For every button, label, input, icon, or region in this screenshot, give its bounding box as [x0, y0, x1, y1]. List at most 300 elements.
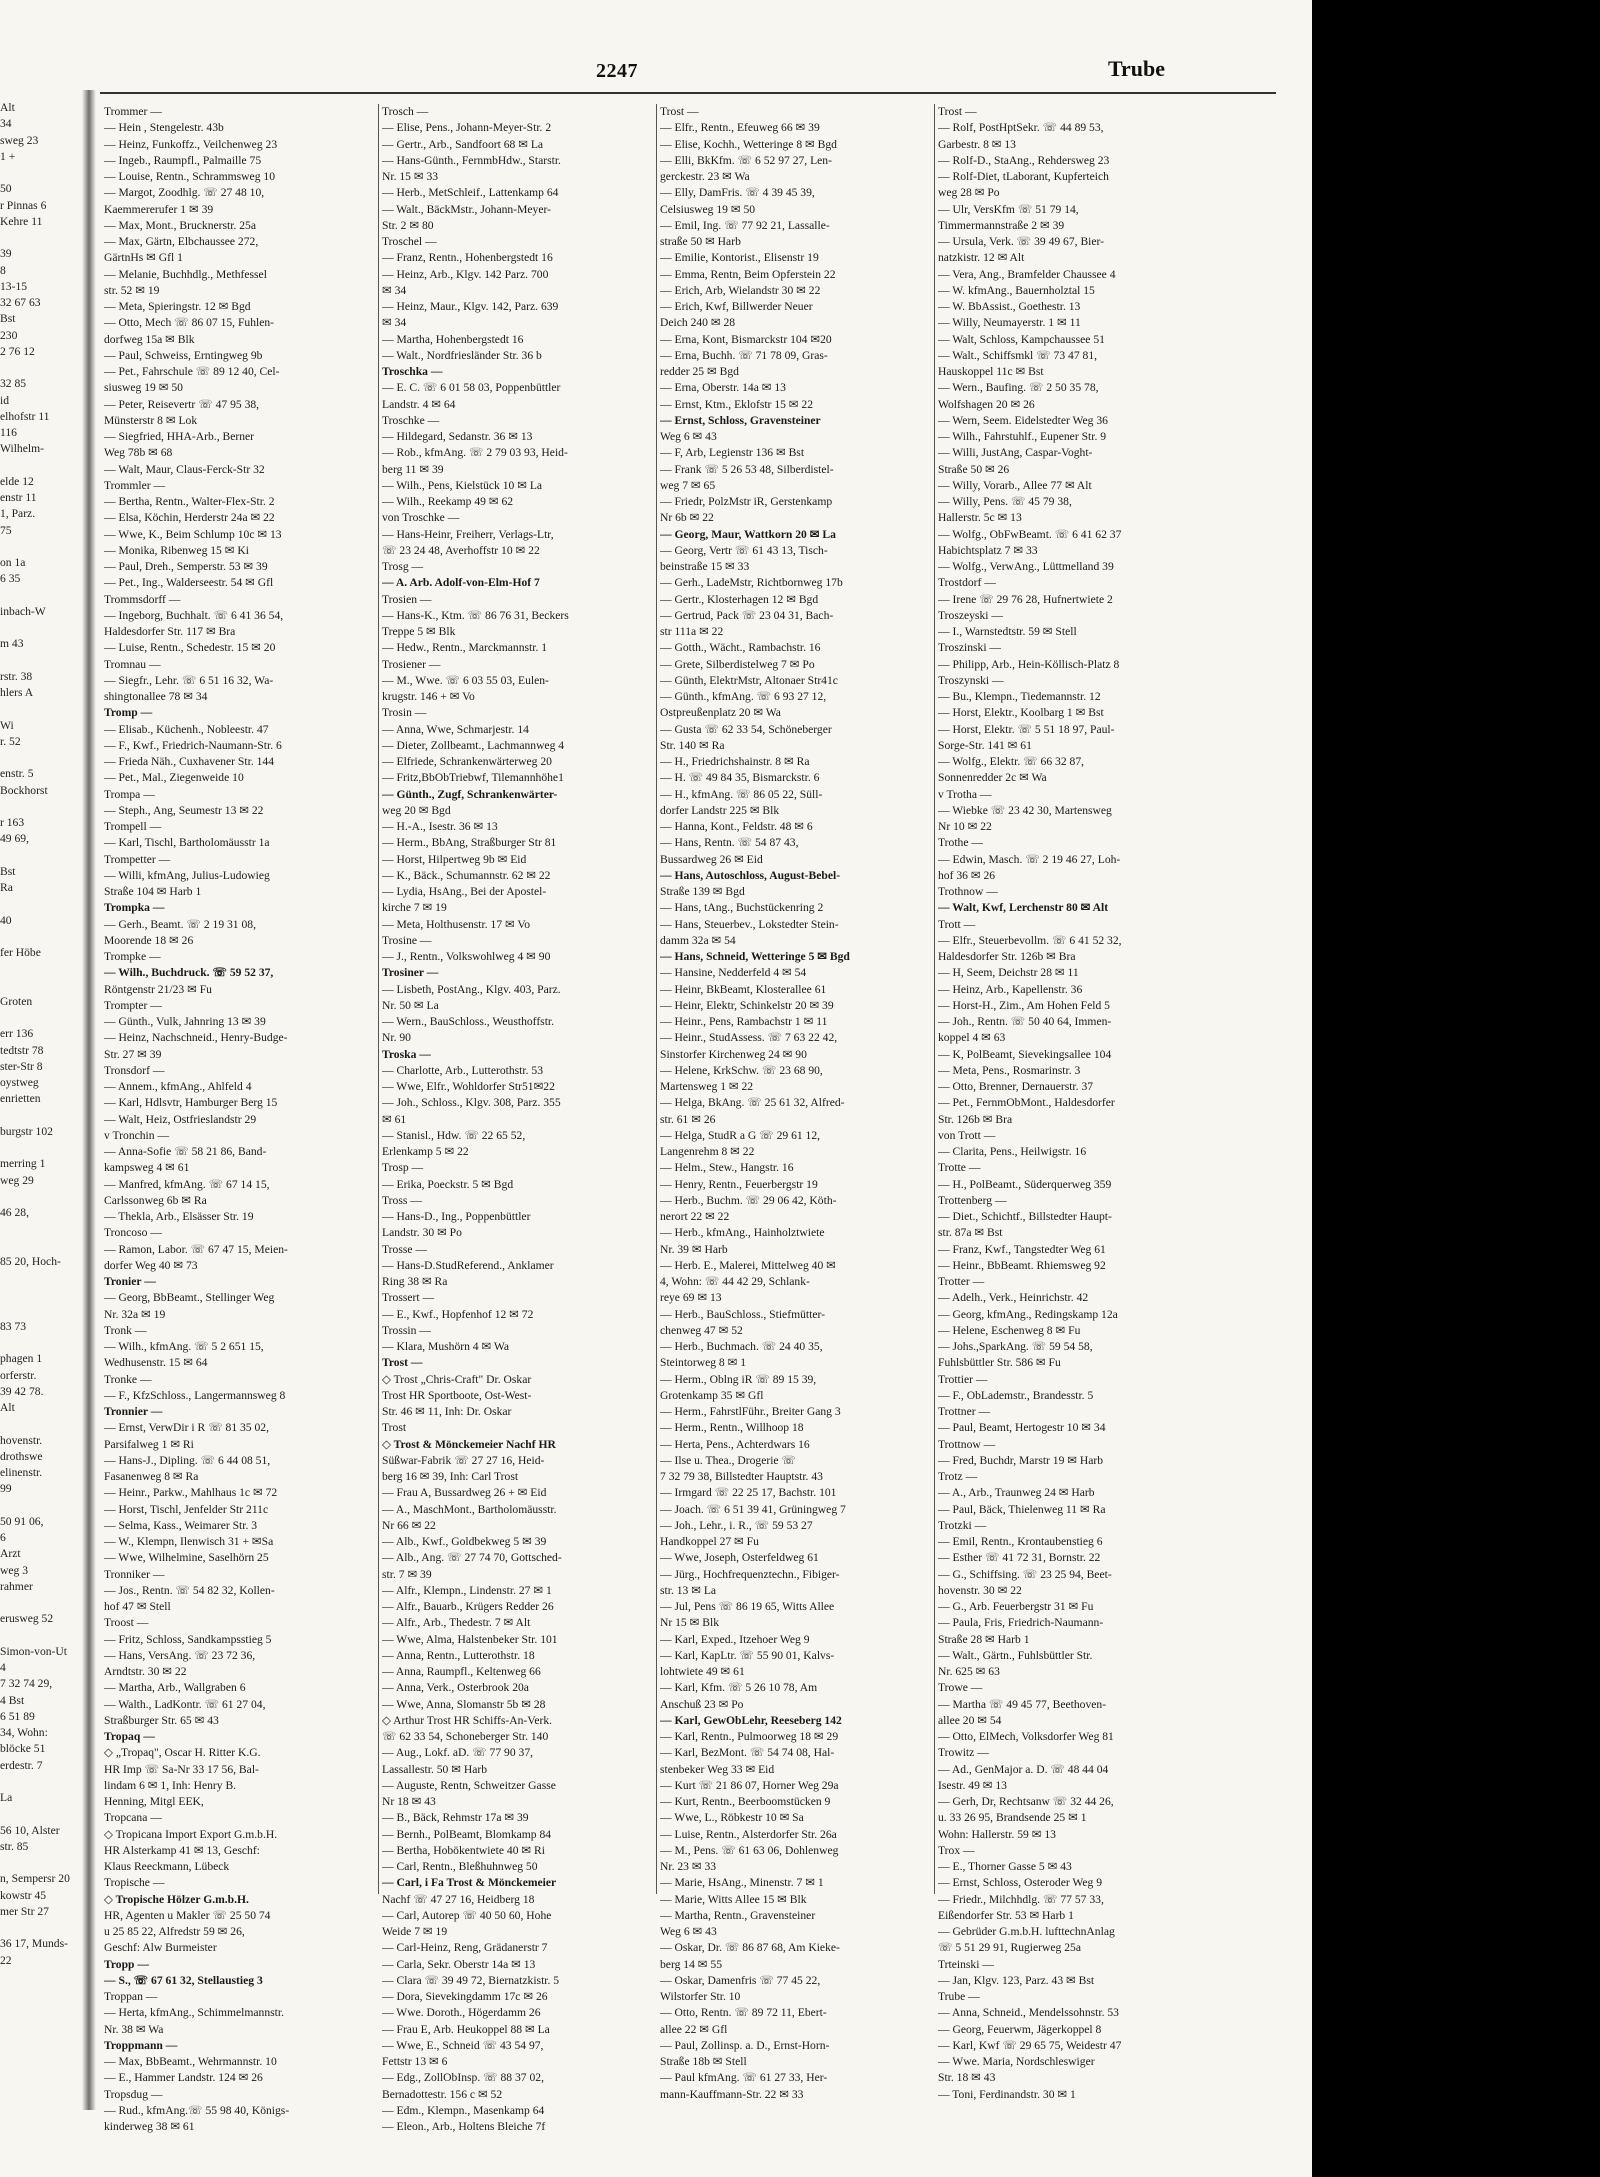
- fragment-line: ster-Str 8: [0, 1059, 43, 1073]
- directory-entry-line: — Oskar, Dr. ☏ 86 87 68, Am Kieke-: [660, 1941, 840, 1955]
- directory-entry-line: Erlenkamp 5 ✉ 22: [382, 1145, 469, 1158]
- directory-entry-line: — Gertrud, Pack ☏ 23 04 31, Bach-: [660, 608, 834, 622]
- directory-entry-line: — Hans-Günth., FernmbHdw., Starstr.: [382, 153, 561, 167]
- directory-entry-line: Straße 50 ✉ 26: [938, 462, 1010, 476]
- directory-entry-line: — Carl, Rentn., Bleßhuhnweg 50: [382, 1860, 538, 1873]
- fragment-line: Simon-von-Ut: [0, 1644, 67, 1658]
- directory-entry-line: Trosch —: [382, 105, 429, 118]
- directory-entry-line: Trompke —: [104, 950, 161, 963]
- directory-entry-line: — Pet., Ing., Walderseestr. 54 ✉ Gfl: [104, 576, 274, 590]
- directory-entry-line: — Toni, Ferdinandstr. 30 ✉ 1: [938, 2087, 1076, 2101]
- directory-entry-line: natzkistr. 12 ✉ Alt: [938, 251, 1025, 265]
- directory-entry-line: — Lisbeth, PostAng., Klgv. 403, Parz.: [382, 982, 561, 996]
- fragment-line: weg 3: [0, 1563, 29, 1577]
- directory-column-3: [660, 104, 932, 2103]
- directory-entry-line: Tropp —: [104, 1957, 149, 1971]
- directory-entry-line: — B., Bäck, Rehmstr 17a ✉ 39: [382, 1811, 529, 1825]
- directory-entry-line: — Ernst, Schloss, Gravensteiner: [660, 413, 821, 427]
- directory-entry-line: — E., Hammer Landstr. 124 ✉ 26: [104, 2071, 263, 2085]
- directory-entry-line: — Joh., Lehr., i. R., ☏ 59 53 27: [660, 1518, 813, 1532]
- fragment-line: elde 12: [0, 474, 34, 488]
- directory-entry-line: — Lydia, HsAng., Bei der Apostel-: [382, 885, 547, 898]
- directory-entry-line: — Alb., Kwf., Goldbekweg 5 ✉ 39: [382, 1535, 547, 1548]
- fragment-line: 40: [0, 913, 12, 927]
- directory-entry-line: — Elly, DamFris. ☏ 4 39 45 39,: [660, 186, 815, 200]
- fragment-line: id: [0, 393, 10, 407]
- column-divider: [934, 104, 935, 1894]
- directory-entry-line: — Heinz, Arb., Kapellenstr. 36: [938, 982, 1083, 996]
- directory-entry-line: Tropcana —: [104, 1811, 162, 1825]
- directory-entry-line: — Heinz, Maur., Klgv. 142, Parz. 639: [382, 300, 559, 313]
- directory-entry-line: — Johs.,SparkAng. ☏ 59 54 58,: [938, 1340, 1093, 1353]
- directory-entry-line: chenweg 47 ✉ 52: [660, 1323, 743, 1337]
- directory-entry-line: ◇ Tropicana Import Export G.m.b.H.: [104, 1827, 278, 1841]
- directory-entry-line: Straße 139 ✉ Bgd: [660, 885, 745, 898]
- directory-entry-line: Anschuß 23 ✉ Po: [660, 1697, 744, 1711]
- directory-entry-line: Nr. 23 ✉ 33: [660, 1860, 717, 1873]
- directory-entry-line: Fuhlsbüttler Str. 586 ✉ Fu: [938, 1356, 1061, 1370]
- directory-entry-line: — Walt., Schiffsmkl ☏ 73 47 81,: [938, 348, 1098, 362]
- directory-entry-line: — Wwe, Wilhelmine, Saselhörn 25: [104, 1551, 269, 1565]
- directory-entry-line: Straße 28 ✉ Harb 1: [938, 1632, 1030, 1646]
- directory-entry-line: — Emil, Ing. ☏ 77 92 21, Lassalle-: [660, 218, 830, 232]
- directory-entry-line: — Willi, kfmAng, Julius-Ludowieg: [104, 868, 270, 882]
- fragment-line: 49 69,: [0, 832, 29, 846]
- directory-entry-line: — S., ☏ 67 61 32, Stellaustieg 3: [104, 1973, 263, 1987]
- fragment-line: orferstr.: [0, 1368, 37, 1382]
- directory-entry-line: — Irmgard ☏ 22 25 17, Bachstr. 101: [660, 1486, 837, 1500]
- directory-entry-line: — Helene, KrkSchw. ☏ 23 68 90,: [660, 1063, 823, 1077]
- directory-entry-line: — Marie, HsAng., Minenstr. 7 ✉ 1: [660, 1876, 824, 1890]
- directory-entry-line: — Heinr, Elektr, Schinkelstr 20 ✉ 39: [660, 998, 834, 1012]
- fragment-line: 34, Wohn:: [0, 1726, 48, 1739]
- directory-entry-line: — Anna, Schneid., Mendelssohnstr. 53: [938, 2006, 1119, 2020]
- directory-entry-line: — Horst-H., Zim., Am Hohen Feld 5: [938, 998, 1110, 1012]
- directory-entry-line: Trteinski —: [938, 1957, 994, 1971]
- directory-entry-line: — Martha ☏ 49 45 77, Beethoven-: [938, 1697, 1107, 1711]
- directory-entry-line: Bernadottestr. 156 c ✉ 52: [382, 2087, 503, 2101]
- directory-entry-line: str. 7 ✉ 39: [382, 1567, 432, 1581]
- directory-entry-line: — Bertha, Hobökentwiete 40 ✉ Ri: [382, 1843, 545, 1857]
- directory-entry-line: — Hans-J., Dipling. ☏ 6 44 08 51,: [104, 1453, 271, 1467]
- fragment-line: merring 1: [0, 1157, 46, 1171]
- directory-entry-line: — Willy, Vorarb., Allee 77 ✉ Alt: [938, 478, 1092, 492]
- directory-entry-line: Tromp —: [104, 706, 153, 720]
- directory-entry-line: Troska —: [382, 1047, 431, 1061]
- directory-entry-line: Nr 66 ✉ 22: [382, 1518, 436, 1532]
- fragment-line: Bst: [0, 864, 16, 878]
- directory-entry-line: — Paul, Schweiss, Erntingweg 9b: [104, 348, 263, 362]
- directory-entry-line: Nr 10 ✉ 22: [938, 820, 992, 833]
- directory-entry-line: ◇ „Tropaq", Oscar H. Ritter K.G.: [104, 1746, 261, 1760]
- fragment-line: n, Sempersr 20: [0, 1872, 70, 1886]
- directory-entry-line: str. 52 ✉ 19: [104, 283, 160, 297]
- directory-entry-line: — Heinr., StudAssess. ☏ 7 63 22 42,: [660, 1031, 838, 1045]
- fragment-line: 34: [0, 117, 12, 131]
- directory-entry-line: — Ulr, VersKfm ☏ 51 79 14,: [938, 202, 1079, 216]
- directory-entry-line: — Anna, Verk., Osterbrook 20a: [382, 1681, 529, 1695]
- directory-entry-line: — Hans-D., Ing., Poppenbüttler: [382, 1210, 531, 1223]
- directory-entry-line: — E. C. ☏ 6 01 58 03, Poppenbüttler: [382, 381, 561, 395]
- directory-entry-line: shingtonallee 78 ✉ 34: [104, 690, 208, 703]
- directory-entry-line: — Hans, Rentn. ☏ 54 87 43,: [660, 836, 799, 850]
- fragment-line: phagen 1: [0, 1352, 43, 1366]
- fragment-line: mer Str 27: [0, 1904, 49, 1918]
- directory-entry-line: Treppe 5 ✉ Blk: [382, 625, 456, 638]
- fragment-line: 1, Parz.: [0, 507, 36, 521]
- directory-entry-line: Troschke —: [382, 413, 440, 427]
- directory-entry-line: — Elfr., Rentn., Efeuweg 66 ✉ 39: [660, 121, 820, 135]
- directory-entry-line: — Edwin, Masch. ☏ 2 19 46 27, Loh-: [938, 852, 1121, 866]
- directory-entry-line: — Wolfg., VerwAng., Lüttmelland 39: [938, 560, 1114, 573]
- directory-entry-line: — Fred, Buchdr, Marstr 19 ✉ Harb: [938, 1453, 1104, 1467]
- directory-entry-line: Moorende 18 ✉ 26: [104, 933, 194, 947]
- directory-entry-line: — Günth, ElektrMstr, Altonaer Str41c: [660, 673, 838, 687]
- directory-column-4: [938, 104, 1210, 2103]
- fragment-line: 46 28,: [0, 1206, 29, 1219]
- directory-entry-line: — Hedw., Rentn., Marckmannstr. 1: [382, 641, 548, 655]
- fragment-line: fer Höbe: [0, 946, 41, 959]
- directory-entry-line: Trost —: [382, 1356, 423, 1370]
- directory-entry-line: nerort 22 ✉ 22: [660, 1210, 730, 1223]
- directory-entry-line: ✉ 34: [382, 283, 407, 297]
- directory-entry-line: Trube —: [938, 1990, 980, 2003]
- running-head: Trube: [1108, 56, 1166, 81]
- directory-column-2: [382, 104, 654, 2135]
- directory-entry-line: — H, Seem, Deichstr 28 ✉ 11: [938, 966, 1079, 980]
- directory-entry-line: — Kurt, Rentn., Beerboomstücken 9: [660, 1795, 831, 1808]
- directory-entry-line: — Gerh., LadeMstr, Richtbornweg 17b: [660, 576, 843, 590]
- directory-entry-line: Trottner —: [938, 1405, 991, 1418]
- directory-entry-line: Garbestr. 8 ✉ 13: [938, 137, 1016, 151]
- directory-entry-line: — Auguste, Rentn, Schweitzer Gasse: [382, 1778, 556, 1792]
- directory-entry-line: Henning, Mitgl EEK,: [104, 1795, 204, 1808]
- fragment-line: 8: [0, 263, 6, 277]
- directory-entry-line: Trottenberg —: [938, 1193, 1007, 1207]
- directory-entry-line: — Herm., FahrstlFühr., Breiter Gang 3: [660, 1405, 841, 1418]
- directory-entry-line: — Otto, Rentn. ☏ 89 72 11, Ebert-: [660, 2006, 827, 2020]
- directory-entry-line: Nr. 39 ✉ Harb: [660, 1242, 728, 1256]
- directory-entry-line: — Herta, kfmAng., Schimmelmannstr.: [104, 2006, 284, 2020]
- directory-entry-line: — Hans-Heinr, Freiherr, Verlags-Ltr,: [382, 527, 554, 541]
- directory-entry-line: — Irene ☏ 29 76 28, Hufnertwiete 2: [938, 592, 1113, 606]
- directory-entry-line: — Frau E, Arb. Heukoppel 88 ✉ La: [382, 2022, 550, 2036]
- directory-entry-line: — Rob., kfmAng. ☏ 2 79 03 93, Heid-: [382, 446, 568, 460]
- directory-entry-line: — Herm., BbAng, Straßburger Str 81: [382, 836, 557, 850]
- directory-entry-line: — Hansine, Nedderfeld 4 ✉ 54: [660, 966, 807, 980]
- directory-entry-line: Trotter —: [938, 1275, 985, 1288]
- directory-entry-line: — Ursula, Verk. ☏ 39 49 67, Bier-: [938, 235, 1105, 248]
- directory-entry-line: Nachf ☏ 47 27 16, Heidberg 18: [382, 1892, 535, 1906]
- fragment-line: tedtstr 78: [0, 1043, 44, 1057]
- directory-entry-line: — Gertr., Klosterhagen 12 ✉ Bgd: [660, 592, 819, 606]
- directory-entry-line: Tronnier —: [104, 1405, 163, 1418]
- directory-entry-line: ☏ 5 51 29 91, Rugierweg 25a: [938, 1941, 1081, 1955]
- fragment-line: 83 73: [0, 1319, 27, 1333]
- directory-entry-line: mann-Kauffmann-Str. 22 ✉ 33: [660, 2087, 804, 2101]
- directory-entry-line: — Walt., Nordfriesländer Str. 36 b: [382, 348, 542, 362]
- directory-entry-line: — H., kfmAng. ☏ 86 05 22, Süll-: [660, 787, 823, 801]
- directory-entry-line: Trost: [382, 1421, 407, 1435]
- directory-entry-line: — Paul, Dreh., Semperstr. 53 ✉ 39: [104, 560, 268, 573]
- directory-entry-line: — Oskar, Damenfris ☏ 77 45 22,: [660, 1973, 821, 1987]
- directory-entry-line: — Wern, Seem. Eidelstedter Weg 36: [938, 413, 1108, 427]
- directory-entry-line: — Wern., Baufing. ☏ 2 50 35 78,: [938, 381, 1099, 395]
- directory-entry-line: — Wwe, L., Röbkestr 10 ✉ Sa: [660, 1811, 804, 1825]
- directory-entry-line: — Walt, Kwf, Lerchenstr 80 ✉ Alt: [938, 901, 1109, 915]
- directory-entry-line: — Willy, Neumayerstr. 1 ✉ 11: [938, 316, 1081, 330]
- directory-entry-line: — Martha, Rentn., Gravensteiner: [660, 1908, 816, 1922]
- directory-entry-line: Wedhusenstr. 15 ✉ 64: [104, 1356, 208, 1370]
- directory-entry-line: Trothe —: [938, 836, 983, 850]
- fragment-line: 6 35: [0, 572, 21, 586]
- directory-entry-line: — Karl, KapLtr. ☏ 55 90 01, Kalvs-: [660, 1648, 835, 1662]
- directory-entry-line: Steintorweg 8 ✉ 1: [660, 1356, 747, 1370]
- directory-entry-line: — F, Arb, Legienstr 136 ✉ Bst: [660, 446, 805, 460]
- directory-entry-line: Trowe —: [938, 1681, 983, 1695]
- directory-entry-line: Str. 126b ✉ Bra: [938, 1112, 1013, 1126]
- directory-entry-line: — Wwe, Joseph, Osterfeldweg 61: [660, 1551, 819, 1565]
- directory-entry-line: Tropaq —: [104, 1730, 155, 1743]
- fragment-line: enrietten: [0, 1092, 41, 1106]
- directory-entry-line: — Walt, Schloss, Kampchaussee 51: [938, 332, 1105, 346]
- directory-entry-line: — Ernst, Ktm., Eklofstr 15 ✉ 22: [660, 397, 814, 411]
- directory-entry-line: — Horst, Tischl, Jenfelder Str 211c: [104, 1502, 269, 1516]
- directory-entry-line: ◇ Trost & Mönckemeier Nachf HR: [382, 1437, 556, 1451]
- directory-entry-line: Trowitz —: [938, 1746, 989, 1760]
- directory-entry-line: — Alfr., Bauarb., Krügers Redder 26: [382, 1600, 554, 1613]
- directory-entry-line: Weg 6 ✉ 43: [660, 430, 717, 443]
- directory-entry-line: Trostdorf —: [938, 576, 996, 590]
- fragment-line: 6 51 89: [0, 1709, 35, 1723]
- directory-entry-line: von Troschke —: [382, 511, 460, 525]
- fragment-line: 36 17, Munds-: [0, 1937, 68, 1951]
- fragment-line: 2 76 12: [0, 344, 35, 358]
- directory-entry-line: — Frank ☏ 5 26 53 48, Silberdistel-: [660, 462, 834, 476]
- directory-entry-line: Tronke —: [104, 1372, 152, 1386]
- directory-entry-line: — Wiebke ☏ 23 42 30, Martensweg: [938, 803, 1112, 817]
- directory-entry-line: — Carl, i Fa Trost & Mönckemeier: [382, 1876, 557, 1890]
- directory-entry-line: Nr. 50 ✉ La: [382, 998, 439, 1012]
- directory-entry-line: — Selma, Kass., Weimarer Str. 3: [104, 1518, 258, 1532]
- directory-entry-line: — Karl, Hdlsvtr, Hamburger Berg 15: [104, 1096, 278, 1110]
- directory-entry-line: — Ad., GenMajor a. D. ☏ 48 44 04: [938, 1762, 1109, 1776]
- directory-entry-line: — Klara, Mushörn 4 ✉ Wa: [382, 1340, 510, 1353]
- directory-entry-line: lohtwiete 49 ✉ 61: [660, 1665, 745, 1678]
- directory-entry-line: — Margot, Zoodhlg. ☏ 27 48 10,: [104, 186, 265, 200]
- directory-entry-line: — Hein , Stengelestr. 43b: [104, 121, 224, 135]
- directory-entry-line: Wolfshagen 20 ✉ 26: [938, 397, 1035, 411]
- directory-entry-line: — Heinr, BkBeamt, Klosterallee 61: [660, 982, 827, 996]
- directory-entry-line: — Heinr., Pens, Rambachstr 1 ✉ 11: [660, 1015, 828, 1028]
- directory-entry-line: Straße 104 ✉ Harb 1: [104, 885, 202, 898]
- directory-entry-line: Sorge-Str. 141 ✉ 61: [938, 738, 1032, 752]
- directory-entry-line: — Luise, Rentn., Schedestr. 15 ✉ 20: [104, 641, 276, 655]
- directory-entry-line: — Friedr, PolzMstr iR, Gerstenkamp: [660, 495, 833, 508]
- directory-entry-line: — G., Schiffsing. ☏ 23 25 94, Beet-: [938, 1567, 1112, 1581]
- directory-entry-line: — Bernh., PolBeamt, Blomkamp 84: [382, 1827, 552, 1841]
- directory-entry-line: — Hans, tAng., Buchstückenring 2: [660, 901, 824, 915]
- directory-entry-line: weg 28 ✉ Po: [938, 186, 1000, 200]
- directory-entry-line: — Manfred, kfmAng. ☏ 67 14 15,: [104, 1177, 270, 1191]
- book-gutter: [82, 90, 96, 2110]
- directory-entry-line: — Luise, Rentn., Alsterdorfer Str. 26a: [660, 1827, 837, 1841]
- column-divider: [656, 104, 657, 1894]
- directory-entry-line: hovenstr. 30 ✉ 22: [938, 1583, 1022, 1597]
- directory-entry-line: — F., Kwf., Friedrich-Naumann-Str. 6: [104, 738, 282, 752]
- directory-entry-line: Landstr. 4 ✉ 64: [382, 397, 456, 411]
- fragment-line: enstr. 5: [0, 767, 34, 781]
- directory-entry-line: HR, Agenten u Makler ☏ 25 50 74: [104, 1908, 271, 1922]
- directory-entry-line: — Grete, Silberdistelweg 7 ✉ Po: [660, 657, 815, 671]
- directory-entry-line: — Wwe, E., Schneid ☏ 43 54 97,: [382, 2038, 544, 2052]
- directory-entry-line: — Rud., kfmAng.☏ 55 98 40, Königs-: [104, 2103, 290, 2117]
- directory-entry-line: Straßburger Str. 65 ✉ 43: [104, 1713, 219, 1727]
- page-number: 2247: [596, 60, 638, 82]
- directory-entry-line: — Max, Mont., Brucknerstr. 25a: [104, 218, 256, 232]
- directory-entry-line: — Monika, Ribenweg 15 ✉ Ki: [104, 543, 249, 557]
- directory-entry-line: — Heinr., Parkw., Mahlhaus 1c ✉ 72: [104, 1486, 278, 1500]
- directory-entry-line: — Carl, Autorep ☏ 40 50 60, Hohe: [382, 1908, 552, 1922]
- directory-entry-line: Tronier —: [104, 1275, 156, 1288]
- directory-entry-line: — Edm., Klempn., Masenkamp 64: [382, 2103, 545, 2117]
- directory-entry-line: — H.-A., Isestr. 36 ✉ 13: [382, 820, 498, 833]
- directory-entry-line: Trosiener —: [382, 657, 441, 671]
- directory-entry-line: — Louise, Rentn., Schrammsweg 10: [104, 170, 275, 183]
- directory-entry-line: berg 16 ✉ 39, Inh: Carl Trost: [382, 1470, 519, 1483]
- directory-entry-line: — Horst, Elektr., Koolbarg 1 ✉ Bst: [938, 706, 1104, 720]
- directory-entry-line: — Herb., MetSchleif., Lattenkamp 64: [382, 186, 559, 200]
- directory-entry-line: — Wern., BauSchloss., Weusthoffstr.: [382, 1015, 555, 1028]
- directory-entry-line: Habichtsplatz 7 ✉ 33: [938, 543, 1038, 557]
- directory-entry-line: — Karl, Rentn., Pulmoorweg 18 ✉ 29: [660, 1730, 839, 1743]
- directory-entry-line: — I., Warnstedtstr. 59 ✉ Stell: [938, 625, 1077, 638]
- directory-entry-line: kirche 7 ✉ 19: [382, 901, 447, 915]
- directory-entry-line: — Karl, Kfm. ☏ 5 26 10 78, Am: [660, 1681, 818, 1695]
- fragment-line: Groten: [0, 994, 33, 1008]
- directory-entry-line: — Erna, Buchh. ☏ 71 78 09, Gras-: [660, 348, 828, 362]
- directory-entry-line: — F., ObLademstr., Brandesstr. 5: [938, 1388, 1094, 1402]
- directory-column-1: [104, 104, 376, 2135]
- directory-entry-line: Trommer —: [104, 105, 162, 118]
- directory-entry-line: Parsifalweg 1 ✉ Ri: [104, 1437, 194, 1451]
- directory-entry-line: — Wilh., Fahrstuhlf., Eupener Str. 9: [938, 430, 1107, 443]
- directory-entry-line: — Rolf, PostHptSekr. ☏ 44 89 53,: [938, 121, 1104, 135]
- directory-entry-line: stenbeker Weg 33 ✉ Eid: [660, 1762, 775, 1776]
- directory-entry-line: Martensweg 1 ✉ 22: [660, 1080, 754, 1093]
- directory-entry-line: Trottnow —: [938, 1437, 996, 1451]
- directory-entry-line: dorfer Landstr 225 ✉ Blk: [660, 803, 780, 817]
- directory-entry-line: — Joh., Schloss., Klgv. 308, Parz. 355: [382, 1096, 561, 1110]
- fragment-line: 13-15: [0, 279, 28, 293]
- directory-entry-line: — Wolfg., ObFwBeamt. ☏ 6 41 62 37: [938, 527, 1122, 541]
- fragment-line: 230: [0, 328, 18, 342]
- directory-entry-line: Str. 140 ✉ Ra: [660, 738, 725, 752]
- directory-entry-line: — Heinz, Nachschneid., Henry-Budge-: [104, 1031, 288, 1045]
- directory-entry-line: Deich 240 ✉ 28: [660, 316, 736, 330]
- directory-entry-line: — Willy, Pens. ☏ 45 79 38,: [938, 495, 1072, 508]
- directory-entry-line: siusweg 19 ✉ 50: [104, 381, 183, 395]
- directory-entry-line: Trott —: [938, 917, 976, 931]
- directory-entry-line: — Emma, Rentn, Beim Opferstein 22: [660, 267, 836, 281]
- directory-entry-line: — Peter, Reisevertr ☏ 47 95 38,: [104, 397, 260, 411]
- directory-entry-line: beinstraße 15 ✉ 33: [660, 560, 750, 573]
- directory-entry-line: — Ingeb., Raumpfl., Palmaille 75: [104, 153, 262, 167]
- directory-entry-line: GärtnHs ✉ Gfl 1: [104, 251, 183, 265]
- directory-entry-line: — Frau A, Bussardweg 26 + ✉ Eid: [382, 1486, 547, 1500]
- directory-entry-line: Trox —: [938, 1843, 975, 1857]
- directory-entry-line: Bussardweg 26 ✉ Eid: [660, 852, 763, 866]
- directory-entry-line: Trost —: [938, 105, 977, 118]
- directory-entry-line: Troost —: [104, 1616, 149, 1630]
- fragment-line: hovenstr.: [0, 1433, 43, 1447]
- directory-entry-line: — Emilie, Kontorist., Elisenstr 19: [660, 251, 819, 265]
- directory-entry-line: — Clarita, Pens., Heilwigstr. 16: [938, 1145, 1087, 1158]
- directory-entry-line: Troschel —: [382, 235, 437, 248]
- directory-entry-line: — Wwe, Alma, Halstenbeker Str. 101: [382, 1632, 558, 1646]
- directory-entry-line: HR Alsterkamp 41 ✉ 13, Geschf:: [104, 1843, 260, 1857]
- directory-entry-line: — Otto, ElMech, Volksdorfer Weg 81: [938, 1730, 1114, 1743]
- directory-entry-line: — Frieda Näh., Cuxhavener Str. 144: [104, 755, 275, 768]
- directory-entry-line: Troszinski —: [938, 641, 1002, 655]
- directory-entry-line: Str. 27 ✉ 39: [104, 1047, 162, 1061]
- directory-entry-line: — Karl, Exped., Itzehoer Weg 9: [660, 1632, 810, 1646]
- directory-entry-line: — F., KfzSchloss., Langermannsweg 8: [104, 1388, 286, 1402]
- directory-entry-line: Fasanenweg 8 ✉ Ra: [104, 1470, 199, 1483]
- directory-entry-line: Wilstorfer Str. 10: [660, 1990, 741, 2003]
- directory-entry-line: — Gertr., Arb., Sandfoort 68 ✉ La: [382, 137, 544, 151]
- fragment-line: 75: [0, 523, 12, 537]
- directory-entry-line: koppel 4 ✉ 63: [938, 1031, 1006, 1045]
- directory-entry-line: — Erna, Kont, Bismarckstr 104 ✉20: [660, 332, 832, 346]
- directory-entry-line: — H., Friedrichshainstr. 8 ✉ Ra: [660, 755, 810, 768]
- directory-entry-line: — Ramon, Labor. ☏ 67 47 15, Meien-: [104, 1242, 288, 1256]
- directory-entry-line: Tronsdorf —: [104, 1063, 165, 1077]
- directory-entry-line: Trommsdorff —: [104, 592, 181, 606]
- directory-entry-line: — Hans, VersAng. ☏ 23 72 36,: [104, 1648, 256, 1662]
- directory-entry-line: — Walt., Gärtn., Fuhlsbüttler Str.: [938, 1648, 1093, 1662]
- fragment-line: m 43: [0, 637, 24, 651]
- directory-entry-line: Sinstorfer Kirchenweg 24 ✉ 90: [660, 1047, 807, 1061]
- fragment-line: 6: [0, 1531, 6, 1544]
- directory-entry-line: — Siegfr., Lehr. ☏ 6 51 16 32, Wa-: [104, 673, 274, 687]
- directory-entry-line: krugstr. 146 + ✉ Vo: [382, 690, 475, 703]
- directory-entry-line: — Anna-Sofie ☏ 58 21 86, Band-: [104, 1145, 267, 1158]
- fragment-line: Wi: [0, 718, 14, 732]
- directory-entry-line: straße 50 ✉ Harb: [660, 235, 741, 248]
- directory-entry-line: Nr 15 ✉ Blk: [660, 1616, 719, 1630]
- directory-entry-line: Troncoso —: [104, 1226, 162, 1240]
- directory-entry-line: dorfer Weg 40 ✉ 73: [104, 1258, 198, 1272]
- fragment-line: Bst: [0, 312, 16, 326]
- fragment-line: drothswe: [0, 1449, 43, 1463]
- directory-entry-line: gerckestr. 23 ✉ Wa: [660, 170, 750, 183]
- directory-entry-line: — Pet., Fahrschule ☏ 89 12 40, Cel-: [104, 365, 280, 378]
- directory-entry-line: Celsiusweg 19 ✉ 50: [660, 202, 756, 216]
- directory-entry-line: — Steph., Ang, Seumestr 13 ✉ 22: [104, 803, 264, 817]
- directory-entry-line: str. 87a ✉ Bst: [938, 1226, 1003, 1240]
- directory-entry-line: Tropsdug —: [104, 2087, 163, 2101]
- directory-entry-line: Lassallestr. 50 ✉ Harb: [382, 1762, 488, 1776]
- directory-entry-line: Münsterstr 8 ✉ Lok: [104, 413, 198, 427]
- directory-entry-line: — Marie, Witts Allee 15 ✉ Blk: [660, 1892, 807, 1906]
- fragment-line: 39: [0, 247, 12, 261]
- directory-entry-line: — Hans, Schneid, Wetteringe 5 ✉ Bgd: [660, 950, 850, 963]
- fragment-line: blöcke 51: [0, 1742, 46, 1756]
- directory-entry-line: — Walt, Maur, Claus-Ferck-Str 32: [104, 462, 265, 476]
- directory-entry-line: — Gerh., Beamt. ☏ 2 19 31 08,: [104, 917, 256, 931]
- directory-entry-line: Trosiner —: [382, 966, 439, 980]
